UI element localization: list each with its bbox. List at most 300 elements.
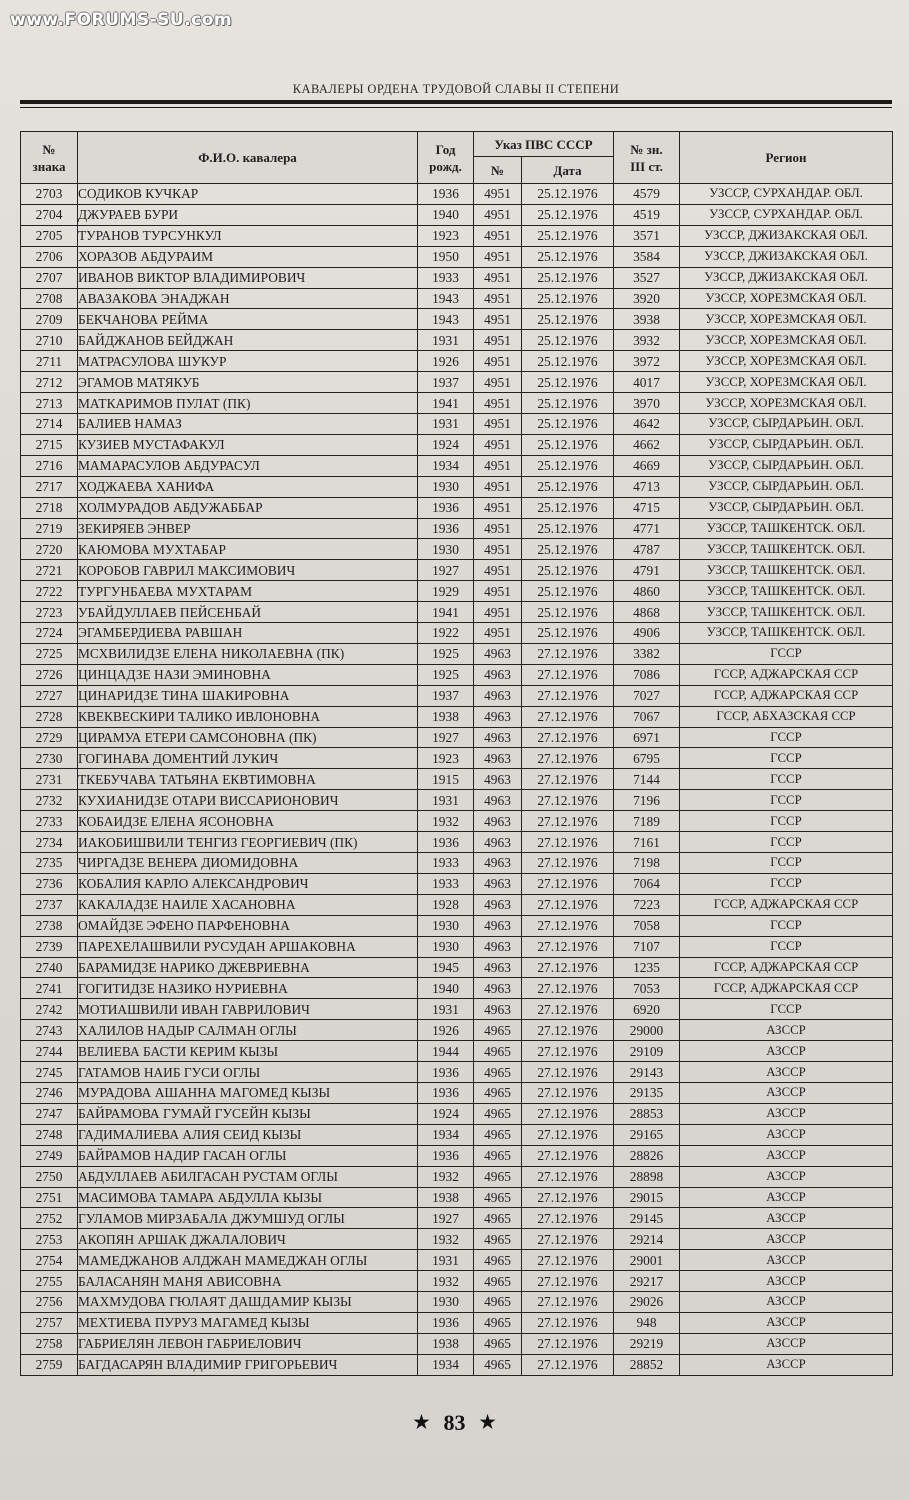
third-class-number-cell: 4868 [614, 602, 680, 623]
header-third-class-line1: № зн. [630, 141, 663, 157]
table-row [21, 1166, 893, 1187]
birth-year-cell: 1927 [418, 1208, 474, 1229]
decree-date-cell: 25.12.1976 [522, 309, 614, 330]
region-cell: АЗССР [680, 1271, 893, 1292]
sign-number-cell: 2724 [21, 623, 78, 644]
decree-number-cell: 4963 [474, 727, 522, 748]
sign-number-cell: 2719 [21, 518, 78, 539]
decree-date-cell: 27.12.1976 [522, 915, 614, 936]
awardee-name-cell: МАТКАРИМОВ ПУЛАТ (ПК) [78, 393, 418, 414]
sign-number-cell: 2711 [21, 351, 78, 372]
birth-year-cell: 1936 [418, 832, 474, 853]
decree-number-cell: 4951 [474, 393, 522, 414]
header-full-name: Ф.И.О. кавалера [78, 132, 418, 184]
birth-year-cell: 1934 [418, 455, 474, 476]
third-class-number-cell: 28852 [614, 1354, 680, 1375]
sign-number-cell: 2713 [21, 393, 78, 414]
decree-number-cell: 4951 [474, 455, 522, 476]
third-class-number-cell: 29217 [614, 1271, 680, 1292]
table-row [21, 1062, 893, 1083]
third-class-number-cell: 28826 [614, 1145, 680, 1166]
awardee-name-cell: БЕКЧАНОВА РЕЙМА [78, 309, 418, 330]
birth-year-cell: 1924 [418, 1103, 474, 1124]
region-cell: АЗССР [680, 1250, 893, 1271]
birth-year-cell: 1936 [418, 1082, 474, 1103]
table-row [21, 560, 893, 581]
decree-date-cell: 25.12.1976 [522, 476, 614, 497]
third-class-number-cell: 3972 [614, 351, 680, 372]
sign-number-cell: 2742 [21, 999, 78, 1020]
region-cell: АЗССР [680, 1145, 893, 1166]
awardee-name-cell: ТУРГУНБАЕВА МУХТАРАМ [78, 581, 418, 602]
region-cell: УЗССР, ХОРЕЗМСКАЯ ОБЛ. [680, 393, 893, 414]
third-class-number-cell: 29214 [614, 1229, 680, 1250]
region-cell: ГССР [680, 790, 893, 811]
birth-year-cell: 1927 [418, 727, 474, 748]
birth-year-cell: 1941 [418, 602, 474, 623]
third-class-number-cell: 4642 [614, 413, 680, 434]
region-cell: УЗССР, ХОРЕЗМСКАЯ ОБЛ. [680, 372, 893, 393]
awardee-name-cell: БАЛИЕВ НАМАЗ [78, 413, 418, 434]
sign-number-cell: 2716 [21, 455, 78, 476]
third-class-number-cell: 4579 [614, 184, 680, 205]
region-cell: ГССР, АДЖАРСКАЯ ССР [680, 957, 893, 978]
table-row [21, 643, 893, 664]
third-class-number-cell: 29135 [614, 1082, 680, 1103]
birth-year-cell: 1931 [418, 413, 474, 434]
decree-number-cell: 4951 [474, 246, 522, 267]
sign-number-cell: 2722 [21, 581, 78, 602]
sign-number-cell: 2740 [21, 957, 78, 978]
table-row [21, 288, 893, 309]
table-row [21, 413, 893, 434]
decree-date-cell: 27.12.1976 [522, 1271, 614, 1292]
region-cell: ГССР [680, 748, 893, 769]
third-class-number-cell: 7196 [614, 790, 680, 811]
birth-year-cell: 1933 [418, 853, 474, 874]
birth-year-cell: 1929 [418, 581, 474, 602]
region-cell: УЗССР, ТАШКЕНТСК. ОБЛ. [680, 581, 893, 602]
birth-year-cell: 1927 [418, 560, 474, 581]
decree-date-cell: 27.12.1976 [522, 1124, 614, 1145]
third-class-number-cell: 7223 [614, 894, 680, 915]
decree-date-cell: 25.12.1976 [522, 413, 614, 434]
region-cell: УЗССР, ТАШКЕНТСК. ОБЛ. [680, 602, 893, 623]
table-row [21, 1333, 893, 1354]
decree-number-cell: 4951 [474, 581, 522, 602]
table-row [21, 372, 893, 393]
region-cell: АЗССР [680, 1041, 893, 1062]
table-row [21, 999, 893, 1020]
awardee-name-cell: СОДИКОВ КУЧКАР [78, 184, 418, 205]
decree-number-cell: 4963 [474, 706, 522, 727]
awardee-name-cell: ПАРЕХЕЛАШВИЛИ РУСУДАН АРШАКОВНА [78, 936, 418, 957]
table-row [21, 769, 893, 790]
decree-date-cell: 25.12.1976 [522, 497, 614, 518]
region-cell: ГССР [680, 915, 893, 936]
region-cell: АЗССР [680, 1187, 893, 1208]
decree-number-cell: 4951 [474, 434, 522, 455]
third-class-number-cell: 4519 [614, 204, 680, 225]
third-class-number-cell: 4669 [614, 455, 680, 476]
table-row [21, 853, 893, 874]
watermark: www.FORUMS-SU.com [10, 10, 233, 30]
birth-year-cell: 1932 [418, 811, 474, 832]
decree-date-cell: 27.12.1976 [522, 1082, 614, 1103]
birth-year-cell: 1933 [418, 873, 474, 894]
decree-date-cell: 27.12.1976 [522, 727, 614, 748]
awardee-name-cell: ГОГИНАВА ДОМЕНТИЙ ЛУКИЧ [78, 748, 418, 769]
third-class-number-cell: 4771 [614, 518, 680, 539]
table-row [21, 204, 893, 225]
sign-number-cell: 2707 [21, 267, 78, 288]
third-class-number-cell: 3970 [614, 393, 680, 414]
decree-number-cell: 4965 [474, 1208, 522, 1229]
birth-year-cell: 1930 [418, 936, 474, 957]
decree-number-cell: 4963 [474, 894, 522, 915]
region-cell: УЗССР, СЫРДАРЬИН. ОБЛ. [680, 455, 893, 476]
awardee-name-cell: МУРАДОВА АШАННА МАГОМЕД КЫЗЫ [78, 1082, 418, 1103]
birth-year-cell: 1931 [418, 999, 474, 1020]
decree-date-cell: 25.12.1976 [522, 393, 614, 414]
birth-year-cell: 1944 [418, 1041, 474, 1062]
third-class-number-cell: 28853 [614, 1103, 680, 1124]
header-birth-year-line2: рожд. [429, 158, 462, 174]
decree-number-cell: 4963 [474, 915, 522, 936]
table-row [21, 915, 893, 936]
sign-number-cell: 2715 [21, 434, 78, 455]
table-row [21, 497, 893, 518]
awards-table-body [21, 184, 893, 1376]
third-class-number-cell: 6971 [614, 727, 680, 748]
region-cell: УЗССР, СУРХАНДАР. ОБЛ. [680, 204, 893, 225]
sign-number-cell: 2753 [21, 1229, 78, 1250]
awardee-name-cell: МСХВИЛИДЗЕ ЕЛЕНА НИКОЛАЕВНА (ПК) [78, 643, 418, 664]
sign-number-cell: 2706 [21, 246, 78, 267]
birth-year-cell: 1940 [418, 978, 474, 999]
third-class-number-cell: 3527 [614, 267, 680, 288]
table-row [21, 706, 893, 727]
birth-year-cell: 1940 [418, 204, 474, 225]
third-class-number-cell: 29026 [614, 1292, 680, 1313]
table-row [21, 894, 893, 915]
decree-number-cell: 4951 [474, 518, 522, 539]
decree-date-cell: 25.12.1976 [522, 560, 614, 581]
birth-year-cell: 1923 [418, 748, 474, 769]
sign-number-cell: 2720 [21, 539, 78, 560]
header-rule-thin [20, 107, 892, 108]
header-sign-number-line1: № [42, 141, 56, 157]
table-row [21, 1041, 893, 1062]
region-cell: ГССР [680, 853, 893, 874]
region-cell: ГССР [680, 873, 893, 894]
third-class-number-cell: 6795 [614, 748, 680, 769]
third-class-number-cell: 3571 [614, 225, 680, 246]
sign-number-cell: 2749 [21, 1145, 78, 1166]
region-cell: АЗССР [680, 1312, 893, 1333]
decree-number-cell: 4951 [474, 225, 522, 246]
sign-number-cell: 2735 [21, 853, 78, 874]
region-cell: ГССР [680, 643, 893, 664]
third-class-number-cell: 4662 [614, 434, 680, 455]
third-class-number-cell: 4860 [614, 581, 680, 602]
third-class-number-cell: 4715 [614, 497, 680, 518]
third-class-number-cell: 3938 [614, 309, 680, 330]
region-cell: УЗССР, СЫРДАРЬИН. ОБЛ. [680, 413, 893, 434]
awardee-name-cell: БАГДАСАРЯН ВЛАДИМИР ГРИГОРЬЕВИЧ [78, 1354, 418, 1375]
third-class-number-cell: 4787 [614, 539, 680, 560]
region-cell: ГССР [680, 936, 893, 957]
awardee-name-cell: МАМЕДЖАНОВ АЛДЖАН МАМЕДЖАН ОГЛЫ [78, 1250, 418, 1271]
sign-number-cell: 2703 [21, 184, 78, 205]
decree-date-cell: 25.12.1976 [522, 288, 614, 309]
third-class-number-cell: 7198 [614, 853, 680, 874]
awardee-name-cell: ХОЛМУРАДОВ АБДУЖАББАР [78, 497, 418, 518]
sign-number-cell: 2704 [21, 204, 78, 225]
birth-year-cell: 1945 [418, 957, 474, 978]
decree-number-cell: 4965 [474, 1082, 522, 1103]
awardee-name-cell: МАСИМОВА ТАМАРА АБДУЛЛА КЫЗЫ [78, 1187, 418, 1208]
awardee-name-cell: ИАКОБИШВИЛИ ТЕНГИЗ ГЕОРГИЕВИЧ (ПК) [78, 832, 418, 853]
sign-number-cell: 2736 [21, 873, 78, 894]
birth-year-cell: 1936 [418, 518, 474, 539]
decree-date-cell: 27.12.1976 [522, 769, 614, 790]
decree-date-cell: 27.12.1976 [522, 664, 614, 685]
decree-number-cell: 4951 [474, 288, 522, 309]
birth-year-cell: 1924 [418, 434, 474, 455]
decree-date-cell: 27.12.1976 [522, 853, 614, 874]
table-row [21, 1354, 893, 1375]
table-row [21, 1124, 893, 1145]
birth-year-cell: 1938 [418, 1187, 474, 1208]
birth-year-cell: 1950 [418, 246, 474, 267]
awardee-name-cell: КОБАЛИЯ КАРЛО АЛЕКСАНДРОВИЧ [78, 873, 418, 894]
decree-date-cell: 27.12.1976 [522, 790, 614, 811]
birth-year-cell: 1926 [418, 1020, 474, 1041]
decree-number-cell: 4963 [474, 832, 522, 853]
decree-number-cell: 4965 [474, 1041, 522, 1062]
star-icon-left: ★ [413, 1412, 430, 1432]
region-cell: АЗССР [680, 1124, 893, 1145]
decree-date-cell: 25.12.1976 [522, 184, 614, 205]
region-cell: УЗССР, ТАШКЕНТСК. ОБЛ. [680, 560, 893, 581]
decree-date-cell: 27.12.1976 [522, 1292, 614, 1313]
awardee-name-cell: БАЙДЖАНОВ БЕЙДЖАН [78, 330, 418, 351]
decree-number-cell: 4963 [474, 769, 522, 790]
table-row [21, 1292, 893, 1313]
sign-number-cell: 2714 [21, 413, 78, 434]
decree-date-cell: 25.12.1976 [522, 351, 614, 372]
third-class-number-cell: 29015 [614, 1187, 680, 1208]
birth-year-cell: 1936 [418, 1062, 474, 1083]
region-cell: ГССР [680, 832, 893, 853]
sign-number-cell: 2758 [21, 1333, 78, 1354]
region-cell: АЗССР [680, 1166, 893, 1187]
sign-number-cell: 2723 [21, 602, 78, 623]
decree-number-cell: 4951 [474, 413, 522, 434]
awardee-name-cell: ВЕЛИЕВА БАСТИ КЕРИМ КЫЗЫ [78, 1041, 418, 1062]
table-row [21, 184, 893, 205]
awardee-name-cell: МАТРАСУЛОВА ШУКУР [78, 351, 418, 372]
decree-date-cell: 27.12.1976 [522, 1312, 614, 1333]
birth-year-cell: 1922 [418, 623, 474, 644]
birth-year-cell: 1936 [418, 497, 474, 518]
decree-date-cell: 27.12.1976 [522, 1208, 614, 1229]
decree-number-cell: 4963 [474, 957, 522, 978]
decree-number-cell: 4963 [474, 873, 522, 894]
table-row [21, 623, 893, 644]
table-row [21, 602, 893, 623]
table-row [21, 1250, 893, 1271]
decree-number-cell: 4951 [474, 497, 522, 518]
region-cell: ГССР [680, 999, 893, 1020]
sign-number-cell: 2732 [21, 790, 78, 811]
birth-year-cell: 1930 [418, 539, 474, 560]
awardee-name-cell: КУХИАНИДЗЕ ОТАРИ ВИССАРИОНОВИЧ [78, 790, 418, 811]
region-cell: АЗССР [680, 1333, 893, 1354]
birth-year-cell: 1937 [418, 685, 474, 706]
awardee-name-cell: ТКЕБУЧАВА ТАТЬЯНА ЕКВТИМОВНА [78, 769, 418, 790]
decree-date-cell: 27.12.1976 [522, 811, 614, 832]
header-third-class-line2: III ст. [630, 158, 663, 174]
page-footer [0, 1410, 909, 1436]
decree-date-cell: 27.12.1976 [522, 1041, 614, 1062]
sign-number-cell: 2744 [21, 1041, 78, 1062]
awardee-name-cell: ГОГИТИДЗЕ НАЗИКО НУРИЕВНА [78, 978, 418, 999]
decree-date-cell: 27.12.1976 [522, 873, 614, 894]
decree-number-cell: 4951 [474, 330, 522, 351]
table-row [21, 727, 893, 748]
decree-number-cell: 4965 [474, 1187, 522, 1208]
table-row [21, 748, 893, 769]
birth-year-cell: 1943 [418, 288, 474, 309]
third-class-number-cell: 3584 [614, 246, 680, 267]
decree-date-cell: 25.12.1976 [522, 623, 614, 644]
third-class-number-cell: 7053 [614, 978, 680, 999]
third-class-number-cell: 7107 [614, 936, 680, 957]
awardee-name-cell: АВАЗАКОВА ЭНАДЖАН [78, 288, 418, 309]
awardee-name-cell: ГАДИМАЛИЕВА АЛИЯ СЕИД КЫЗЫ [78, 1124, 418, 1145]
sign-number-cell: 2747 [21, 1103, 78, 1124]
birth-year-cell: 1923 [418, 225, 474, 246]
birth-year-cell: 1934 [418, 1354, 474, 1375]
third-class-number-cell: 7064 [614, 873, 680, 894]
header-decree-date: Дата [522, 157, 614, 184]
birth-year-cell: 1925 [418, 643, 474, 664]
awardee-name-cell: ТУРАНОВ ТУРСУНКУЛ [78, 225, 418, 246]
decree-number-cell: 4965 [474, 1062, 522, 1083]
decree-number-cell: 4965 [474, 1271, 522, 1292]
awardee-name-cell: ЗЕКИРЯЕВ ЭНВЕР [78, 518, 418, 539]
third-class-number-cell: 6920 [614, 999, 680, 1020]
sign-number-cell: 2759 [21, 1354, 78, 1375]
sign-number-cell: 2746 [21, 1082, 78, 1103]
birth-year-cell: 1943 [418, 309, 474, 330]
sign-number-cell: 2708 [21, 288, 78, 309]
third-class-number-cell: 29145 [614, 1208, 680, 1229]
decree-date-cell: 27.12.1976 [522, 1020, 614, 1041]
region-cell: УЗССР, ТАШКЕНТСК. ОБЛ. [680, 623, 893, 644]
decree-date-cell: 27.12.1976 [522, 978, 614, 999]
region-cell: АЗССР [680, 1020, 893, 1041]
third-class-number-cell: 29001 [614, 1250, 680, 1271]
region-cell: ГССР [680, 811, 893, 832]
awardee-name-cell: КВЕКВЕСКИРИ ТАЛИКО ИВЛОНОВНА [78, 706, 418, 727]
birth-year-cell: 1936 [418, 184, 474, 205]
third-class-number-cell: 4017 [614, 372, 680, 393]
table-row [21, 455, 893, 476]
birth-year-cell: 1915 [418, 769, 474, 790]
region-cell: АЗССР [680, 1229, 893, 1250]
decree-number-cell: 4963 [474, 664, 522, 685]
header-rule-thick [20, 100, 892, 104]
region-cell: УЗССР, ТАШКЕНТСК. ОБЛ. [680, 518, 893, 539]
decree-date-cell: 27.12.1976 [522, 706, 614, 727]
region-cell: АЗССР [680, 1082, 893, 1103]
birth-year-cell: 1934 [418, 1124, 474, 1145]
awardee-name-cell: УБАЙДУЛЛАЕВ ПЕЙСЕНБАЙ [78, 602, 418, 623]
decree-date-cell: 25.12.1976 [522, 267, 614, 288]
sign-number-cell: 2741 [21, 978, 78, 999]
region-cell: АЗССР [680, 1292, 893, 1313]
awardee-name-cell: МАМАРАСУЛОВ АБДУРАСУЛ [78, 455, 418, 476]
decree-date-cell: 27.12.1976 [522, 1333, 614, 1354]
sign-number-cell: 2757 [21, 1312, 78, 1333]
sign-number-cell: 2738 [21, 915, 78, 936]
decree-date-cell: 25.12.1976 [522, 518, 614, 539]
sign-number-cell: 2725 [21, 643, 78, 664]
decree-number-cell: 4951 [474, 184, 522, 205]
sign-number-cell: 2712 [21, 372, 78, 393]
birth-year-cell: 1938 [418, 1333, 474, 1354]
third-class-number-cell: 4906 [614, 623, 680, 644]
sign-number-cell: 2755 [21, 1271, 78, 1292]
decree-date-cell: 27.12.1976 [522, 1166, 614, 1187]
table-row [21, 936, 893, 957]
table-row [21, 351, 893, 372]
table-row [21, 1271, 893, 1292]
third-class-number-cell: 7067 [614, 706, 680, 727]
sign-number-cell: 2739 [21, 936, 78, 957]
decree-date-cell: 27.12.1976 [522, 1062, 614, 1083]
decree-number-cell: 4951 [474, 539, 522, 560]
awardee-name-cell: АБДУЛЛАЕВ АБИЛГАСАН РУСТАМ ОГЛЫ [78, 1166, 418, 1187]
awardee-name-cell: АКОПЯН АРШАК ДЖАЛАЛОВИЧ [78, 1229, 418, 1250]
sign-number-cell: 2743 [21, 1020, 78, 1041]
sign-number-cell: 2727 [21, 685, 78, 706]
decree-date-cell: 27.12.1976 [522, 1187, 614, 1208]
awardee-name-cell: ДЖУРАЕВ БУРИ [78, 204, 418, 225]
table-row [21, 1187, 893, 1208]
table-row [21, 811, 893, 832]
table-row [21, 225, 893, 246]
decree-number-cell: 4951 [474, 476, 522, 497]
awardee-name-cell: ЦИРАМУА ЕТЕРИ САМСОНОВНА (ПК) [78, 727, 418, 748]
sign-number-cell: 2730 [21, 748, 78, 769]
decree-number-cell: 4965 [474, 1292, 522, 1313]
decree-date-cell: 25.12.1976 [522, 225, 614, 246]
awardee-name-cell: ГАТАМОВ НАИБ ГУСИ ОГЛЫ [78, 1062, 418, 1083]
decree-date-cell: 27.12.1976 [522, 1354, 614, 1375]
decree-date-cell: 25.12.1976 [522, 602, 614, 623]
header-sign-number-line2: знака [32, 158, 66, 174]
birth-year-cell: 1930 [418, 476, 474, 497]
sign-number-cell: 2709 [21, 309, 78, 330]
sign-number-cell: 2748 [21, 1124, 78, 1145]
decree-date-cell: 25.12.1976 [522, 539, 614, 560]
awardee-name-cell: КАКАЛАДЗЕ НАИЛЕ ХАСАНОВНА [78, 894, 418, 915]
third-class-number-cell: 3932 [614, 330, 680, 351]
